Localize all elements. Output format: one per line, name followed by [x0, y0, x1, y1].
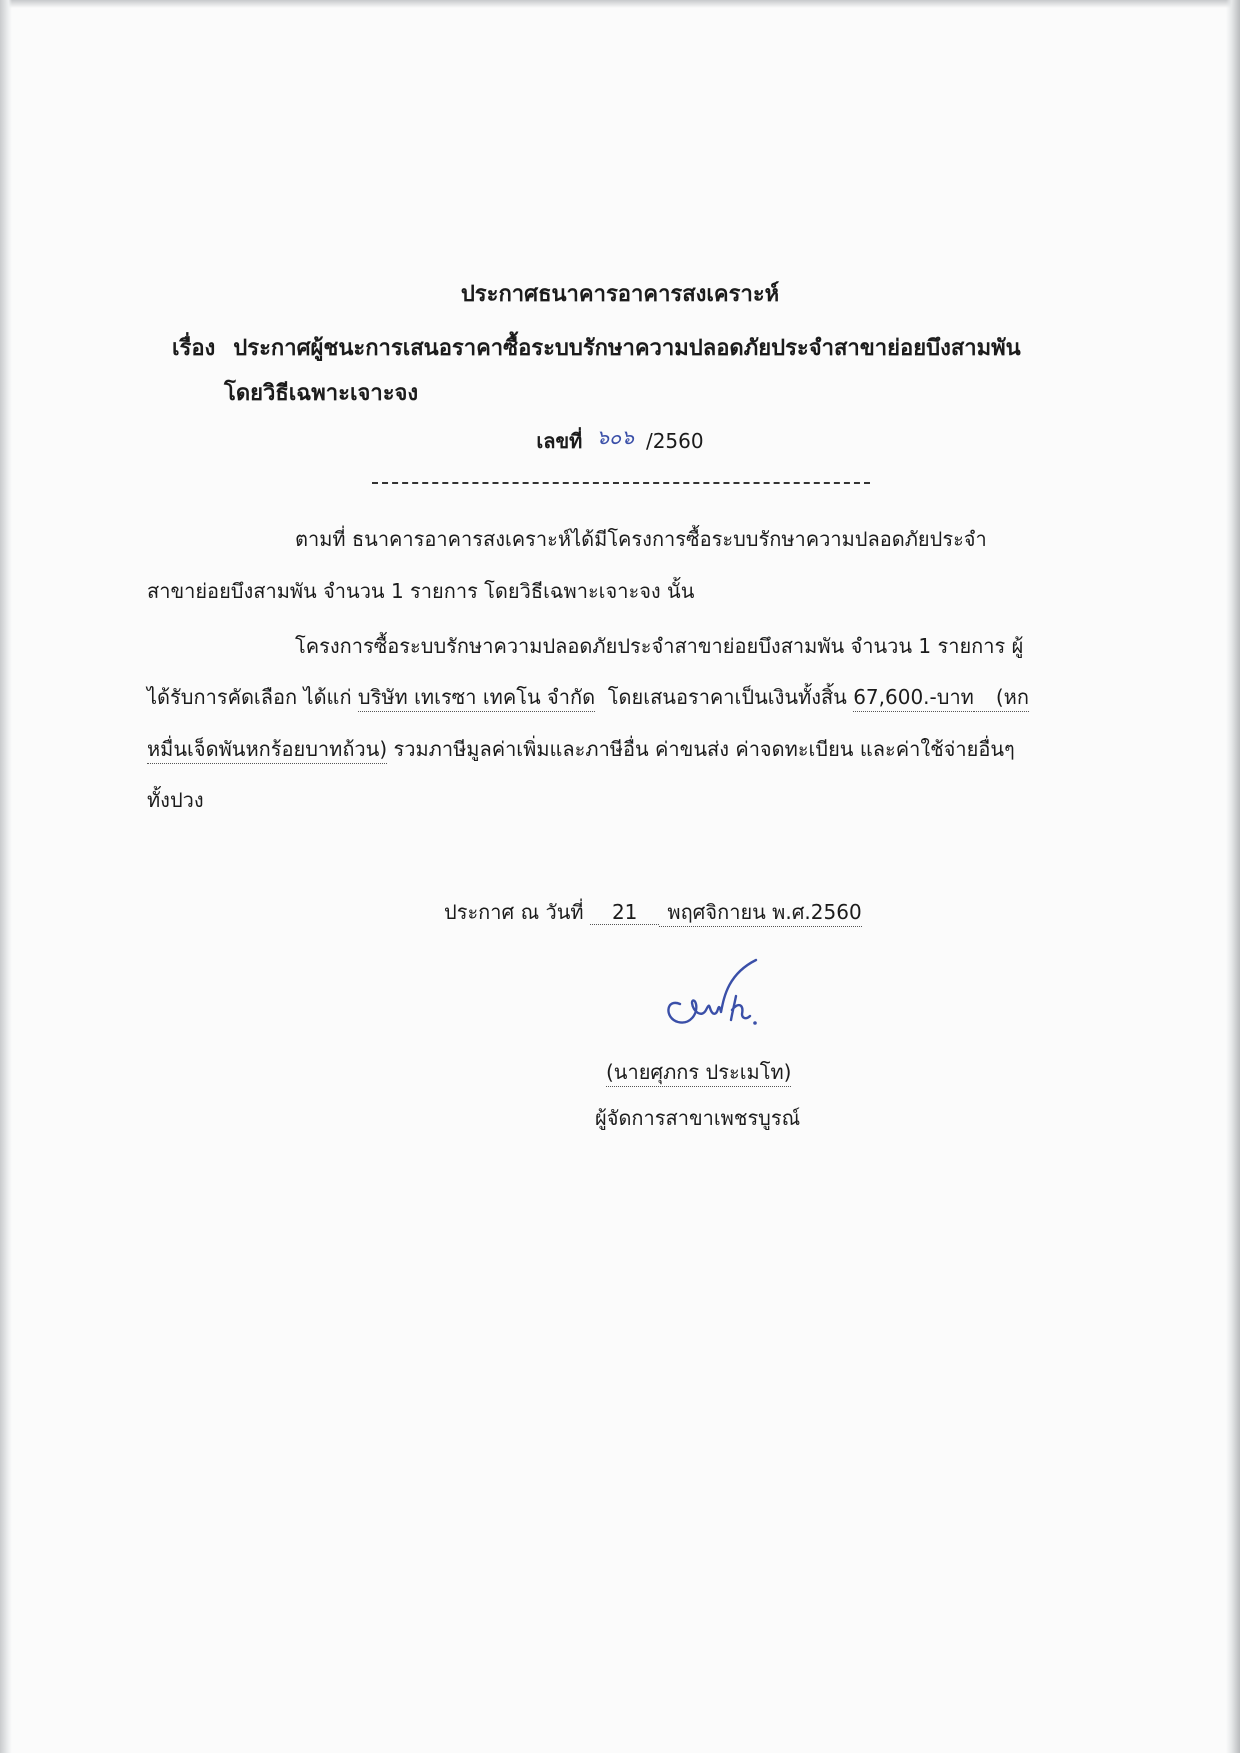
subject-continuation: โดยวิธีเฉพาะเจาะจง [224, 381, 419, 406]
signer-title: ผู้จัดการสาขาเพชรบูรณ์ [595, 1106, 801, 1130]
dashed-divider [372, 482, 870, 484]
number-label: เลขที่ [536, 429, 583, 453]
subject-label: เรื่อง [172, 336, 216, 361]
subject-line [172, 330, 1132, 365]
paragraph-2-line-2 [147, 681, 1029, 713]
amount-words-start: (หก [974, 685, 1029, 712]
announcement-title: ประกาศธนาคารอาคารสงเคราะห์ [460, 282, 780, 307]
amount-words-end: หมื่นเจ็ดพันหกร้อยบาทถ้วน) [147, 737, 387, 764]
signer-name: (นายศุภกร ประเมโท) [606, 1056, 791, 1088]
document-number [0, 425, 1240, 457]
subject-text: ประกาศผู้ชนะการเสนอราคาซื้อระบบรักษาความปลอดภัยประจำสาขาย่อยบึงสามพัน [233, 336, 1021, 361]
paragraph-1-line-1: ตามที่ ธนาคารอาคารสงเคราะห์ได้มีโครงการซื้อระบบรักษาความปลอดภัยประจำ [295, 527, 987, 551]
selected-label: ได้รับการคัดเลือก ได้แก่ [147, 685, 352, 709]
number-suffix: /2560 [645, 429, 704, 453]
handwritten-number: ๖๐๖ [596, 425, 634, 449]
paragraph-2-line-1: โครงการซื้อระบบรักษาความปลอดภัยประจำสาขาย่อยบึงสามพัน จำนวน 1 รายการ ผู้ [295, 634, 1024, 658]
paragraph-2-line-4: ทั้งปวง [147, 788, 204, 812]
offer-amount: 67,600.-บาท [853, 685, 974, 712]
date-month-year: พฤศจิกายน พ.ศ.2560 [659, 900, 861, 927]
scan-edge-left [0, 0, 12, 1753]
date-day: 21 [590, 900, 659, 925]
paragraph-2-line-3 [147, 733, 1015, 765]
announcement-date [444, 896, 862, 928]
scan-edge-right [1226, 0, 1240, 1753]
paragraph-1-line-2: สาขาย่อยบึงสามพัน จำนวน 1 รายการ โดยวิธีเฉพาะเจาะจง นั้น [147, 579, 695, 603]
signature-image [652, 952, 782, 1042]
offer-label: โดยเสนอราคาเป็นเงินทั้งสิ้น [607, 685, 847, 709]
date-label: ประกาศ ณ วันที่ [444, 900, 584, 924]
paragraph-2-line-3-text: รวมภาษีมูลค่าเพิ่มและภาษีอื่น ค่าขนส่ง ค่าจดทะเบียน และค่าใช้จ่ายอื่นๆ [393, 737, 1015, 761]
winner-company: บริษัท เทเรซา เทคโน จำกัด [358, 685, 595, 712]
scan-edge-top [0, 0, 1240, 8]
